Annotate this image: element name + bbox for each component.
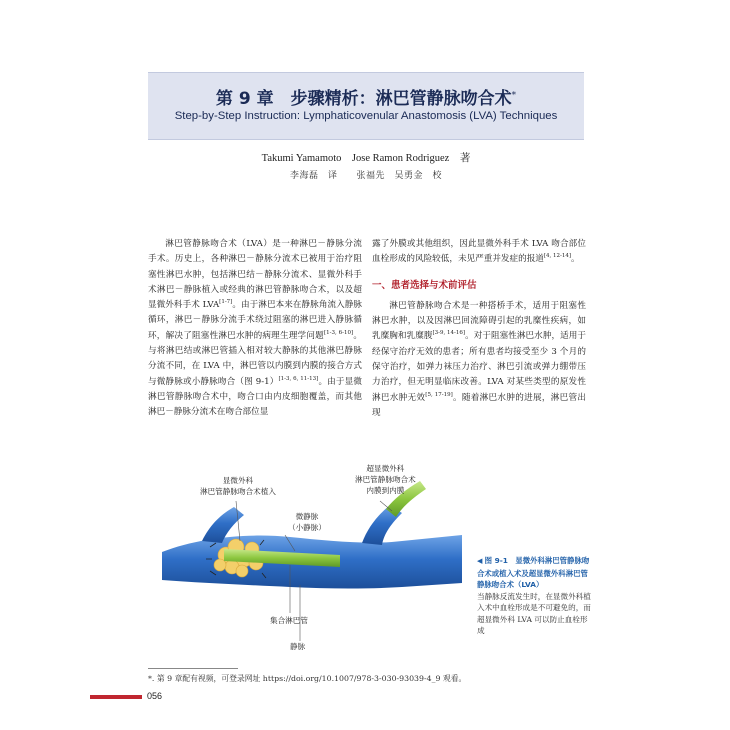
- citation: [4, 12-14]: [543, 253, 572, 260]
- figure-caption: [477, 555, 591, 637]
- label-venule: [288, 511, 326, 533]
- label-vein: 静脉: [290, 642, 306, 651]
- footnote: *. 第 9 章配有视频，可登录网址 https://doi.org/10.1007/978-3-030-93039-4_9 观看。: [148, 674, 467, 683]
- label-text: 超显微外科: [366, 464, 405, 473]
- caption-heading: 图 9-1 显微外科淋巴管静脉吻合术或植入术及超显微外科淋巴管静脉吻合术（LVA）: [477, 556, 590, 589]
- footnote-divider: [148, 668, 238, 669]
- caption-body: 当静脉反流发生时，在显微外科植入术中血栓形成是不可避免的，而超显微外科 LVA 可以防止血栓形成: [477, 591, 591, 635]
- chapter-title: [148, 84, 584, 109]
- text-run: 。由于淋巴本来在静脉角流入静脉循环，淋巴－静脉分流手术绕过阻塞的淋巴进入静脉循环，解决了阻塞性淋巴水肿的病理生理学问题: [148, 300, 362, 341]
- text-run: 露了外膜或其他组织，因此显微外科手术 LVA 吻合部位血栓形成的风险较低，未见严重并发症的报道: [372, 239, 586, 265]
- text-run: 淋巴管静脉吻合术是一种搭桥手术，适用于阻塞性淋巴水肿，以及因淋巴回流障碍引起的乳糜性疾病，如乳糜胸和乳糜腹: [372, 300, 586, 342]
- label-text: （小静脉）: [288, 523, 326, 532]
- label-text: 显微外科: [222, 476, 254, 485]
- text-run: 淋巴管静脉吻合术（LVA）是一种淋巴－静脉分流手术。历史上，各种淋巴－静脉分流术已被用于治疗阻塞性淋巴水肿，包括淋巴结－静脉分流术、显微外科手术淋巴－静脉植入或经典的淋巴管静脉吻合术，以及超显微外科手术 LVA: [148, 239, 362, 311]
- citation: [3-9, 14-16]: [432, 330, 466, 337]
- page-number-bar: [90, 695, 142, 699]
- citation: [1-3, 6, 11-13]: [278, 375, 319, 382]
- paragraph: [148, 237, 362, 421]
- chapter-title-footnote-mark: *: [511, 90, 517, 101]
- authors-line: Takumi Yamamoto Jose Ramon Rodriguez 著: [261, 153, 471, 164]
- text-run: 。: [571, 254, 580, 265]
- text-run: 。与将淋巴结或淋巴管插入相对较大静脉的其他淋巴静脉分流不同，在 LVA 中，淋巴管以内膜到内膜的接合方式与微静脉或小静脉吻合（图 9-1）: [148, 330, 362, 387]
- paragraph: [372, 299, 586, 421]
- label-text: 淋巴管静脉吻合术: [355, 475, 416, 484]
- chapter-title-text: 第 9 章 步骤精析：淋巴管静脉吻合术: [215, 89, 512, 109]
- caption-triangle-icon: ◀: [477, 557, 485, 565]
- paragraph: [372, 237, 586, 268]
- label-text: 内膜到内膜: [366, 486, 405, 495]
- chapter-subtitle: Step-by-Step Instruction: Lymphaticovenular Anastomosis (LVA) Techniques: [174, 110, 558, 122]
- label-text: 微静脉: [295, 512, 319, 521]
- figure-9-1: [140, 455, 470, 655]
- text-run: 。由于显微淋巴管静脉吻合术中，吻合口由内皮细胞覆盖，而其他淋巴－静脉分流术在吻合部位显: [148, 376, 362, 418]
- citation: [1-7]: [219, 299, 233, 306]
- translators-line: 李海磊 译 张福先 吴勇金 校: [289, 171, 442, 181]
- section-heading: 一、患者选择与术前评估: [372, 279, 477, 291]
- citation: [5, 17-19]: [425, 391, 453, 398]
- label-supermicrosurgical-lva: [355, 463, 416, 496]
- label-collecting-lymphatic: 集合淋巴管: [270, 616, 308, 625]
- left-column: [148, 237, 362, 421]
- citation: [1-3, 6-10]: [323, 329, 354, 336]
- page-number: 056: [147, 691, 163, 701]
- text-run: 。随着淋巴水肿的进展，淋巴管出现: [372, 392, 586, 418]
- label-microsurgical-lva: [200, 475, 276, 497]
- label-text: 淋巴管静脉吻合术植入: [200, 487, 276, 496]
- text-run: 。对于阻塞性淋巴水肿，适用于经保守治疗无效的患者；所有患者均接受至少 3 个月的保守治疗，如弹力袜压力治疗、淋巴引流或弹力绷带压力治疗，但无明显临床改善。LVA 对某些类型的原发性淋巴水肿无效: [372, 331, 586, 403]
- right-column: [372, 237, 586, 421]
